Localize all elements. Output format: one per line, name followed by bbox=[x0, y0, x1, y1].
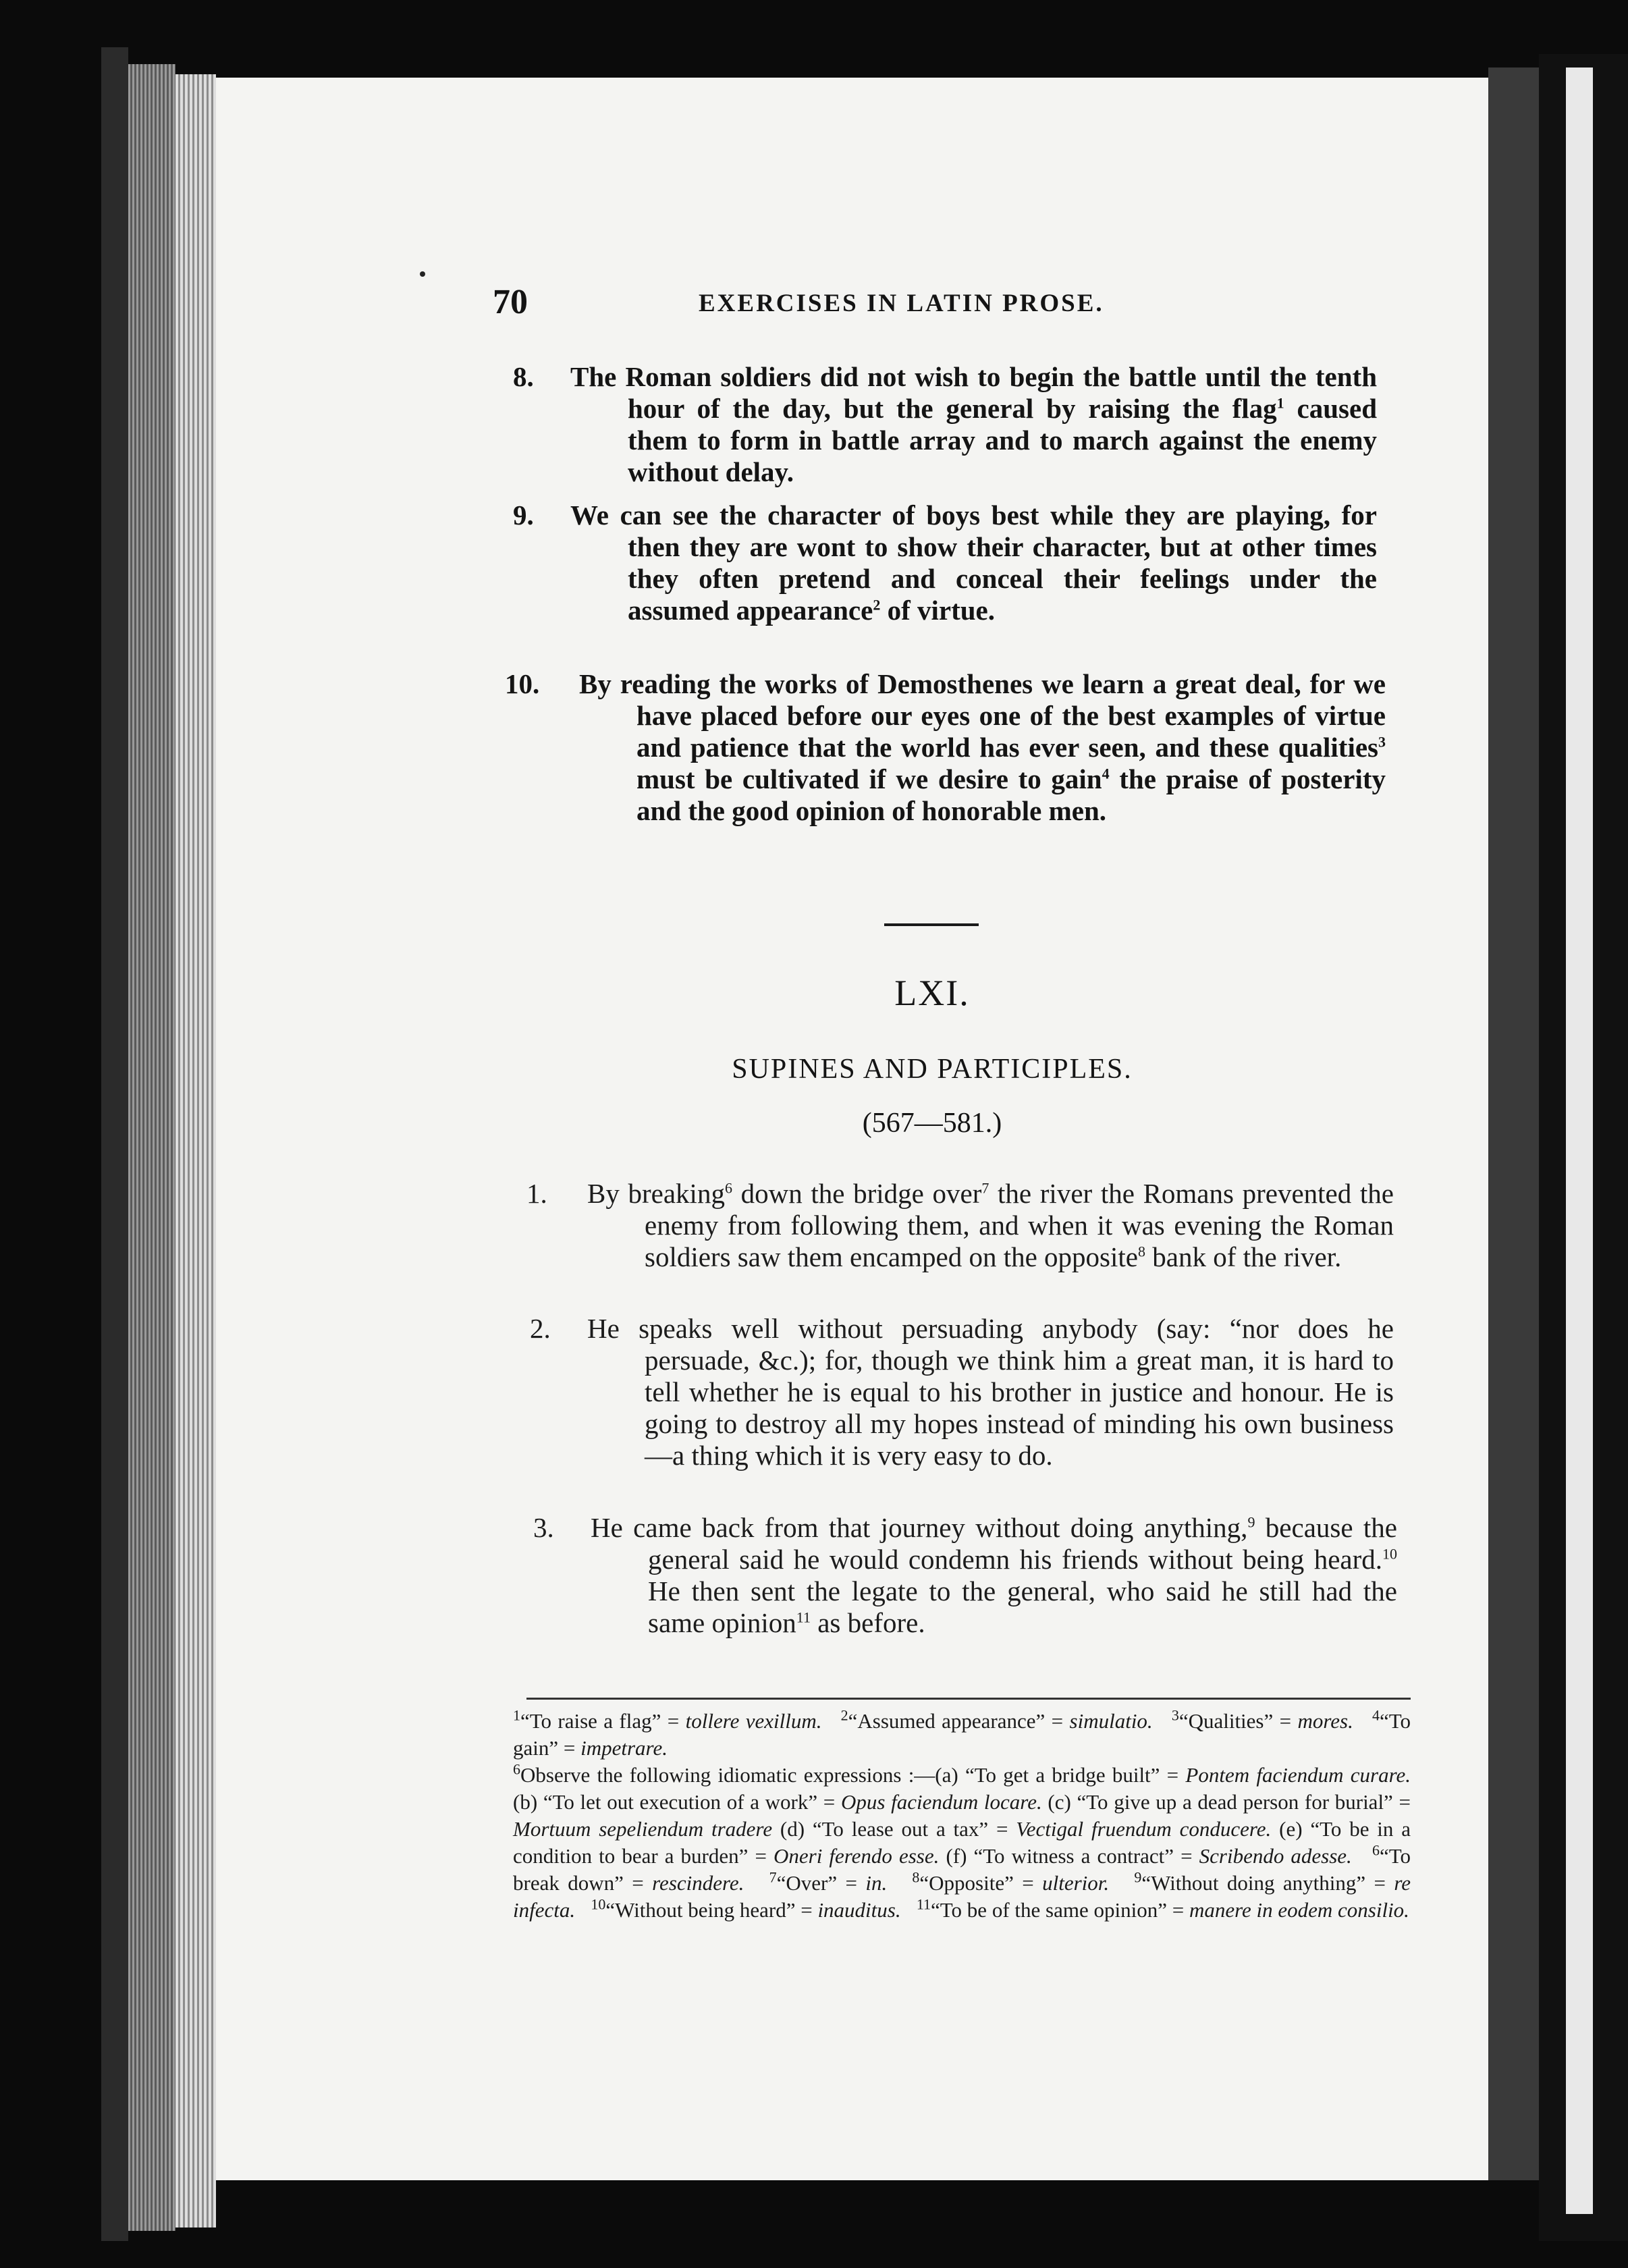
section-divider bbox=[884, 923, 979, 926]
footnote-line: $^6$Observe the following idiomatic expressions :—(a) “To get a bridge built” = Pontem faciendum curare. (b) “To let out execution of a work” = Opus faciendum locare. (c) “To give up a dead person for burial” = Mortuum sepeliendum tradere (d) “To lease out a tax” = Vectigal fruendum conducere. (e) “To be in a condition to bear a burden” = Oneri ferendo esse. (f) “To witness a contract” = Scribendo adesse. $^6$“To break down” = rescindere. $^7$“Over” = in. $^8$“Opposite” = ulterior. $^9$“Without doing anything” = re infecta. $^{10}$“Without being heard” = inauditus. $^{11}$“To be of the same opinion” = manere in eodem consilio. bbox=[513, 1760, 1411, 1922]
scan-speck bbox=[420, 271, 425, 277]
exercise-text: He speaks well without persuading anybody (say: “nor does he persuade, &c.); for, though we think him a great man, it is hard to tell whether he is equal to his brother in justice and honour. He is going to destroy all my hopes instead of minding his own business—a thing which it is very easy to do. bbox=[587, 1313, 1394, 1471]
exercise-text: We can see the character of boys best while they are playing, for then they are wont to show their character, but at other times they often pretend and conceal their feelings under the assumed appearance$^2$ of virtue. bbox=[570, 500, 1377, 626]
page-stack-edge bbox=[128, 64, 175, 2231]
exercise-text: The Roman soldiers did not wish to begin the battle until the tenth hour of the day, but the general by raising the flag$^1$ caused them to form in battle array and to march against the enemy without delay. bbox=[570, 361, 1377, 487]
section-range: (567—581.) bbox=[862, 1108, 1002, 1139]
footnote-line: $^1$“To raise a flag” = tollere vexillum. $^2$“Assumed appearance” = simulatio. $^3$“Qualities” = mores. $^4$“To gain” = impetrare. bbox=[513, 1706, 1411, 1760]
exercise-text: By breaking$^6$ down the bridge over$^7$ the river the Romans prevented the enemy from following them, and when it was evening the Roman soldiers saw them encamped on the opposite$^8$ bank of the river. bbox=[587, 1178, 1394, 1272]
exercise-number: 9. bbox=[513, 500, 534, 531]
exercise-number: 2. bbox=[530, 1313, 551, 1344]
section-title: SUPINES AND PARTICIPLES. bbox=[732, 1054, 1133, 1085]
running-head: EXERCISES IN LATIN PROSE. bbox=[699, 290, 1104, 317]
book-spine-shadow bbox=[101, 47, 128, 2241]
exercise-text: He came back from that journey without doing anything,$^9$ because the general said he would condemn his friends without being heard.$^{10}$ He then sent the legate to the general, who said he still had the same opinion$^{11}$ as before. bbox=[591, 1512, 1398, 1638]
footnote-rule bbox=[526, 1698, 1411, 1700]
exercise-number: 8. bbox=[513, 361, 534, 392]
footnotes bbox=[513, 1708, 1411, 1924]
facing-page-edge bbox=[1566, 68, 1593, 2214]
exercise-number: 10. bbox=[505, 668, 540, 699]
exercise-text: By reading the works of Demosthenes we learn a great deal, for we have placed before our eyes one of the best examples of virtue and patience that the world has ever seen, and these qualities$^3$ must be cultivated if we desire to gain$^4$ the praise of posterity and the good opinion of honorable men. bbox=[579, 668, 1386, 826]
page-stack-edge-inner bbox=[175, 74, 216, 2228]
page-header bbox=[493, 282, 1390, 329]
page-number: 70 bbox=[493, 283, 528, 321]
section-number: LXI. bbox=[894, 973, 970, 1013]
exercise-number: 3. bbox=[533, 1512, 554, 1543]
exercise-number: 1. bbox=[526, 1178, 547, 1209]
